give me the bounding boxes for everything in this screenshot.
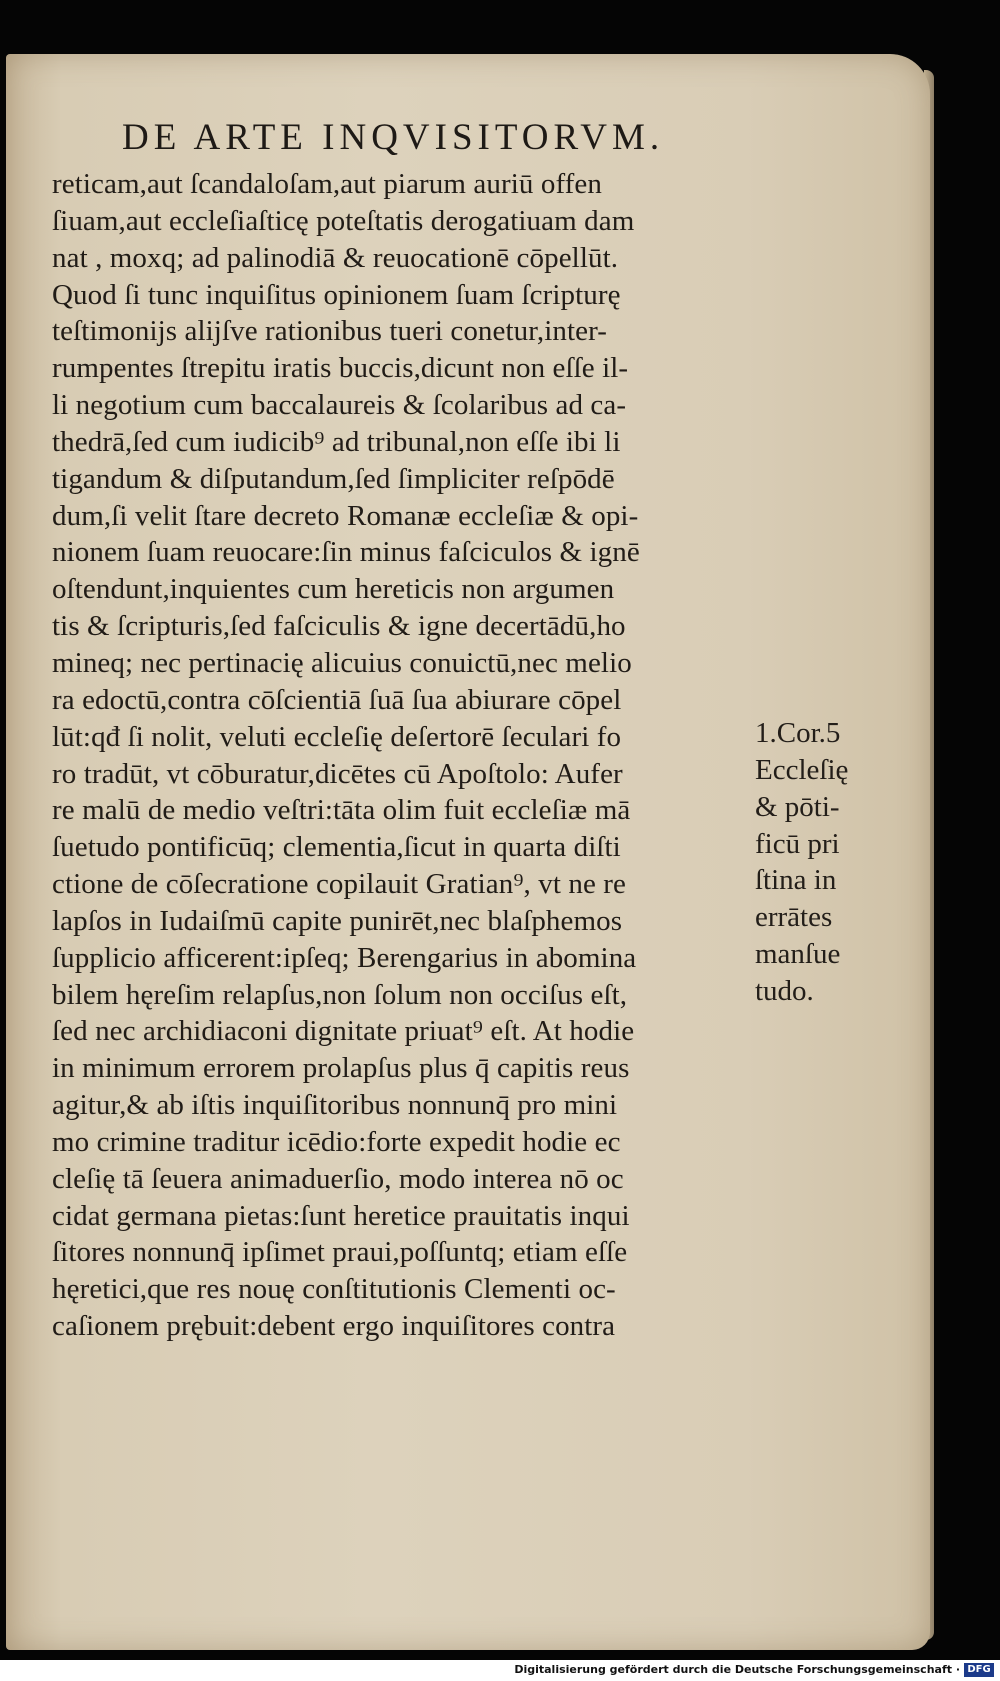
main-text-block [52,166,752,1345]
text-line: nionem ſuam reuocare:ſin minus faſciculos & ignē [52,536,640,569]
text-line: Quod ſi tunc inquiſitus opinionem ſuam ſcripturę [52,278,621,311]
text-line: li negotium cum baccalaureis & ſcolaribus ad ca- [52,389,627,422]
text-line: oſtendunt,inquientes cum hereticis non argumen [52,573,615,606]
text-line: bilem hęreſim relapſus,non ſolum non occiſus eſt, [52,978,628,1011]
text-line: ctione de cōſecratione copilauit Gratian⁹, vt ne re [52,868,627,901]
marginal-note-line: 1.Cor.5 [755,717,841,749]
text-line: nat , moxq; ad palinodiā & reuocationē cōpellūt. [52,241,619,274]
text-line: dum,ſi velit ſtare decreto Romanæ eccleſiæ & opi- [52,499,639,532]
text-line: tigandum & diſputandum,ſed ſimpliciter reſpōdē [52,462,615,495]
text-line: ſiuam,aut eccleſiaſticę poteſtatis derogatiuam dam [52,204,635,237]
marginal-note [755,715,905,1010]
text-line: caſionem prębuit:debent ergo inquiſitores contra [52,1310,616,1343]
text-line: mineq; nec pertinacię alicuius conuictū,nec melio [52,646,632,679]
text-line: lūt:qđ ſi nolit, veluti eccleſię deſertorē ſeculari fo [52,720,622,753]
text-line: ſupplicio afficerent:ipſeq; Berengarius in abomina [52,941,637,974]
marginal-note-line: ſtina in [755,864,837,897]
text-line: teſtimonijs alijſve rationibus tueri conetur,inter- [52,315,608,348]
text-line: hęretici,que res nouę conſtitutionis Clementi oc- [52,1273,616,1306]
text-line: agitur,& ab iſtis inquiſitoribus nonnunq̄ pro mini [52,1089,618,1122]
digitization-credit: Digitalisierung gefördert durch die Deutsche Forschungsgemeinschaft · [514,1663,960,1676]
marginal-note-line: manſue [755,938,841,971]
text-line: tis & ſcripturis,ſed faſciculis & igne decertādū,ho [52,610,626,643]
text-line: ſed nec archidiaconi dignitate priuat⁹ eſt. At hodie [52,1015,635,1048]
text-line: cleſię tā ſeuera animaduerſio, modo interea nō oc [52,1162,624,1195]
text-line: lapſos in Iudaiſmū capite punirēt,nec blaſphemos [52,904,623,937]
marginal-note-line: & pōti- [755,790,840,823]
text-line: thedrā,ſed cum iudicib⁹ ad tribunal,non eſſe ibi li [52,425,621,458]
text-line: rumpentes ſtrepitu iratis buccis,dicunt non eſſe il- [52,352,629,385]
text-line: ro tradūt, vt cōburatur,dicētes cū Apoſtolo: Aufer [52,757,623,790]
dfg-logo: DFG [964,1663,994,1677]
text-line: ſitores nonnunq̄ ipſimet praui,poſſuntq; etiam eſſe [52,1236,628,1269]
text-line: in minimum errorem prolapſus plus q̄ capitis reus [52,1052,630,1085]
running-head: DE ARTE INQVISITORVM. [122,117,665,158]
text-line: cidat germana pietas:ſunt heretice prauitatis inqui [52,1199,630,1232]
marginal-note-line: ficū pri [755,827,840,860]
marginal-note-line: errātes [755,901,833,934]
text-line: ſuetudo pontificūq; clementia,ſicut in quarta diſti [52,831,621,864]
text-line: mo crimine traditur icēdio:forte expedit hodie ec [52,1125,621,1158]
marginal-note-line: tudo. [755,974,814,1007]
text-line: reticam,aut ſcandaloſam,aut piarum auriū offen [52,168,603,200]
marginal-note-line: Eccleſię [755,753,849,786]
text-line: re malū de medio veſtri:tāta olim fuit eccleſiæ mā [52,794,631,827]
text-line: ra edoctū,contra cōſcientiā ſuā ſua abiurare cōpel [52,683,622,716]
